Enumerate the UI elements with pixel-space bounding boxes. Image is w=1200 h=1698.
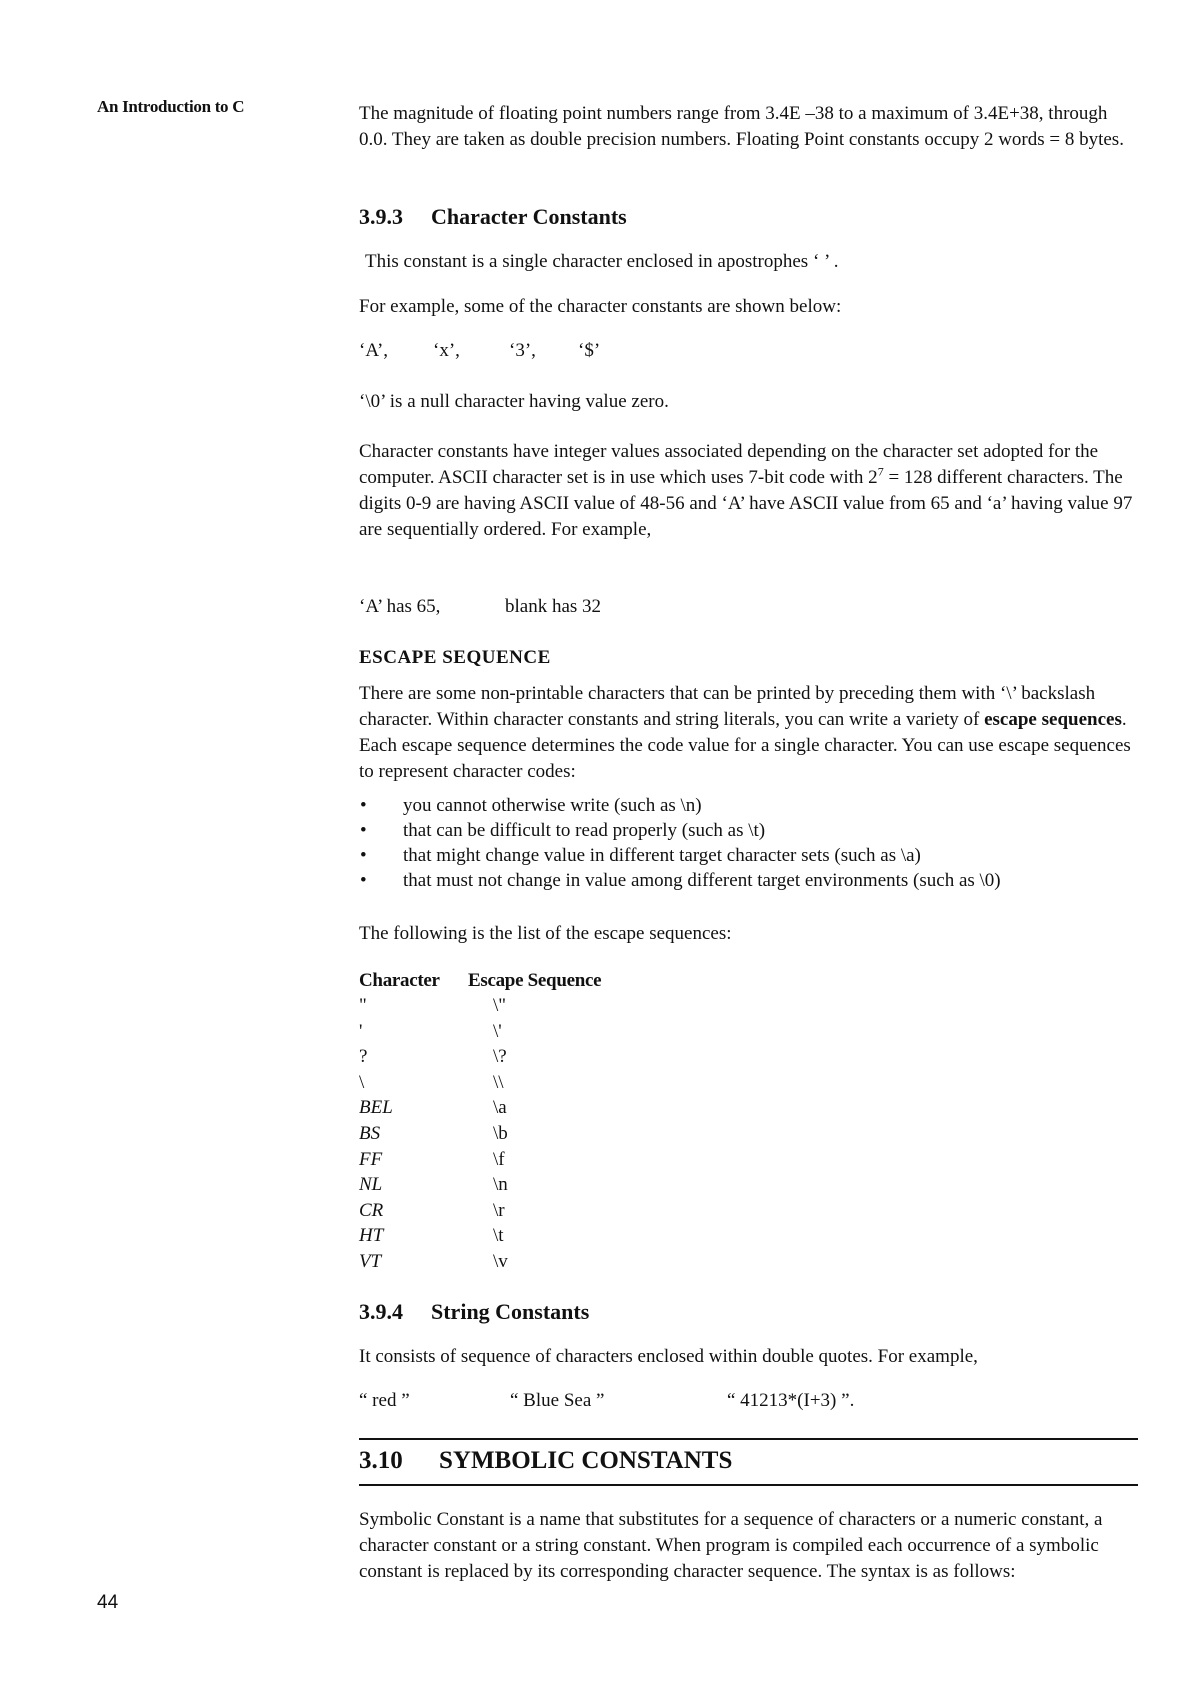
ascii-text-part: Character constants have integer values associated depending on the character set adopted for the computer. ASCII character set is in use which uses 7-bit code with 2 xyxy=(359,441,1099,488)
intro-paragraph: The magnitude of floating point numbers range from 3.4E –38 to a maximum of 3.4E+38, through 0.0. They are taken as double precision numbers. Floating Point constants occupy 2 words = 8 bytes. xyxy=(359,103,1124,150)
table-cell-escape: \' xyxy=(493,1020,502,1042)
char-example: ‘3’, xyxy=(509,340,536,361)
table-cell-escape: \a xyxy=(493,1097,507,1119)
char-example: ‘$’ xyxy=(578,340,601,361)
table-cell-escape: \b xyxy=(493,1123,508,1144)
table-header: Escape Sequence xyxy=(468,970,602,991)
char-const-definition: This constant is a single character enclosed in apostrophes ‘ ’ . xyxy=(365,251,839,272)
table-cell-character: VT xyxy=(359,1251,382,1272)
bullet-icon: • xyxy=(360,870,367,891)
section-bottom-rule xyxy=(359,1484,1138,1486)
escape-bold-term: escape sequences xyxy=(984,709,1122,730)
list-item xyxy=(359,868,1139,893)
string-example: “ red ” xyxy=(359,1390,410,1411)
escape-text-part: There are some non-printable characters that can be printed by preceding them with ‘\’ backslash character. Within character constants and string literals, you can write a variety of xyxy=(359,683,1096,730)
table-cell-character: " xyxy=(359,995,367,1016)
bullet-icon: • xyxy=(360,820,367,841)
list-item xyxy=(359,818,1139,843)
table-cell-escape: \f xyxy=(493,1148,505,1170)
list-item xyxy=(359,793,1139,818)
table-cell-character: BEL xyxy=(359,1097,393,1119)
null-char-note: ‘\0’ is a null character having value zero. xyxy=(359,391,669,412)
list-item-text: that might change value in different target character sets (such as \a) xyxy=(403,845,921,866)
escape-heading: ESCAPE SEQUENCE xyxy=(359,647,551,668)
escape-text-part: . Each escape sequence determines the code value for a single character. You can use escape sequences to represent character codes: xyxy=(359,709,1131,782)
page-number: 44 xyxy=(97,1592,119,1613)
bullet-icon: • xyxy=(360,795,367,816)
table-cell-character: HT xyxy=(359,1225,384,1247)
string-example: “ Blue Sea ” xyxy=(510,1390,605,1411)
bullet-icon: • xyxy=(360,845,367,866)
list-item-text: you cannot otherwise write (such as \n) xyxy=(403,795,702,816)
ascii-example: ‘A’ has 65, xyxy=(359,596,441,617)
table-cell-character: NL xyxy=(359,1174,383,1196)
list-item-text: that must not change in value among different target environments (such as \0) xyxy=(403,870,1001,891)
table-cell-escape: \? xyxy=(493,1046,507,1068)
escape-paragraph xyxy=(359,681,1139,785)
table-header: Character xyxy=(359,970,440,991)
ascii-paragraph xyxy=(359,439,1139,543)
char-example: ‘A’, xyxy=(359,340,389,361)
list-item xyxy=(359,843,1139,868)
table-cell-character: CR xyxy=(359,1199,384,1221)
table-cell-character: \ xyxy=(359,1071,365,1093)
string-example: “ 41213*(I+3) ”. xyxy=(727,1390,855,1411)
ascii-text-part: = 128 different characters. The digits 0-9 are having ASCII value of 48-56 and ‘A’ have ASCII value from 65 and ‘a’ having value 97 are sequentially ordered. For example, xyxy=(359,467,1133,540)
ascii-superscript: 7 xyxy=(877,464,884,479)
section-title: String Constants xyxy=(431,1299,590,1324)
symbolic-const-paragraph: Symbolic Constant is a name that substitutes for a sequence of characters or a numeric constant, a character constant or a string constant. When program is compiled each occurrence of a symbolic constant is replaced by its corresponding character sequence. The syntax is as follows: xyxy=(359,1509,1103,1582)
table-cell-character: ' xyxy=(359,1020,363,1042)
section-number: 3.10 xyxy=(359,1447,403,1474)
char-example: ‘x’, xyxy=(433,340,460,361)
side-title: An Introduction to C xyxy=(97,97,245,116)
table-cell-escape: \v xyxy=(493,1251,508,1272)
table-cell-escape: \t xyxy=(493,1225,504,1247)
table-cell-escape: \r xyxy=(493,1199,505,1221)
char-const-example-intro: For example, some of the character constants are shown below: xyxy=(359,296,842,317)
section-title: Character Constants xyxy=(431,204,627,229)
table-cell-escape: \\ xyxy=(493,1071,504,1093)
table-cell-character: BS xyxy=(359,1123,381,1144)
string-const-paragraph: It consists of sequence of characters enclosed within double quotes. For example, xyxy=(359,1346,978,1367)
section-number: 3.9.3 xyxy=(359,204,403,229)
section-title: SYMBOLIC CONSTANTS xyxy=(439,1447,733,1474)
section-top-rule xyxy=(359,1438,1138,1440)
ascii-example: blank has 32 xyxy=(505,596,602,617)
table-cell-escape: \n xyxy=(493,1174,508,1196)
escape-list-intro: The following is the list of the escape sequences: xyxy=(359,923,732,944)
table-cell-character: FF xyxy=(359,1148,383,1170)
section-heading-394 xyxy=(359,1299,589,1325)
section-heading-393 xyxy=(359,204,627,230)
table-cell-character: ? xyxy=(359,1046,368,1068)
table-cell-escape: \" xyxy=(493,995,507,1016)
section-number: 3.9.4 xyxy=(359,1299,403,1324)
section-heading-310 xyxy=(359,1448,732,1474)
list-item-text: that can be difficult to read properly (such as \t) xyxy=(403,820,766,841)
